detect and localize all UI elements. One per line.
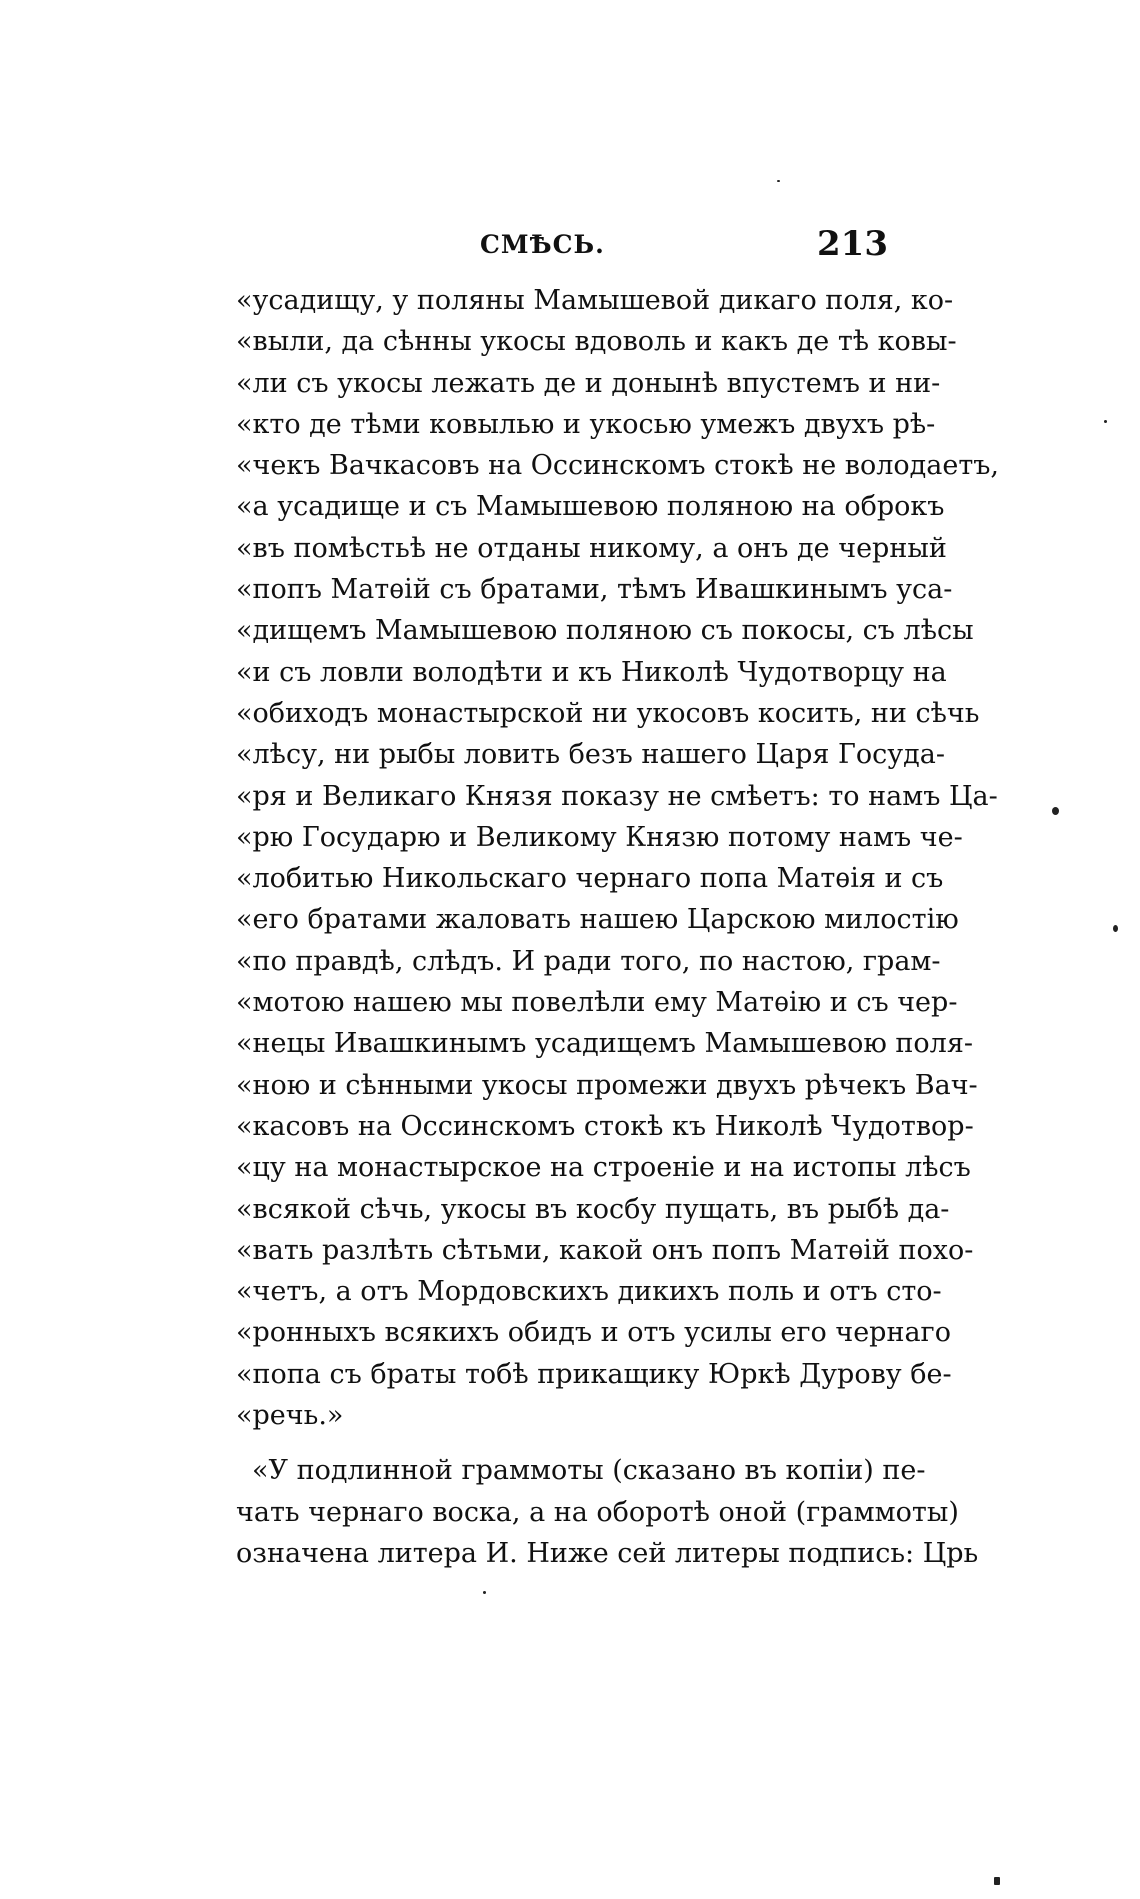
- text-line: «вать разлѣть сѣтьми, какой онъ попъ Матѳій похо-: [236, 1234, 974, 1266]
- text-line: «ронныхъ всякихъ обидъ и отъ усилы его чернаго: [236, 1317, 951, 1349]
- text-line: «въ помѣстьѣ не отданы никому, а онъ де черный: [236, 532, 947, 564]
- paragraph: [236, 1450, 979, 1574]
- scan-speck: [1113, 925, 1118, 932]
- paragraph: [236, 280, 1000, 1436]
- text-line: «касовъ на Оссинскомъ стокѣ къ Николѣ Чудотвор-: [236, 1110, 974, 1142]
- text-line: «четъ, а отъ Мордовскихъ дикихъ поль и отъ сто-: [236, 1276, 942, 1308]
- text-line: «и съ ловли володѣти и къ Николѣ Чудотворцу на: [236, 656, 947, 688]
- text-line: «по правдѣ, слѣдъ. И ради того, по настою, грам-: [236, 945, 941, 977]
- text-line: «дищемъ Мамышевою поляною съ покосы, съ лѣсы: [236, 615, 974, 647]
- text-line: «цу на монастырское на строеніе и на истопы лѣсъ: [236, 1152, 971, 1184]
- text-line: «всякой сѣчь, укосы въ косбу пущать, въ рыбѣ да-: [236, 1193, 950, 1225]
- text-line: «обиходъ монастырской ни укосовъ косить, ни сѣчь: [236, 697, 980, 729]
- text-line: «выли, да сѣнны укосы вдоволь и какъ де тѣ ковы-: [236, 326, 957, 358]
- text-line: «У подлинной граммоты (сказано въ копіи) пе-: [252, 1455, 926, 1487]
- text-line: «ли съ укосы лежать де и донынѣ впустемъ и ни-: [236, 367, 941, 399]
- text-line: «лѣсу, ни рыбы ловить безъ нашего Царя Госуда-: [236, 739, 946, 771]
- scan-speck: [483, 1591, 486, 1594]
- scan-speck: [1052, 807, 1059, 815]
- text-line: «ря и Великаго Князя показу не смѣетъ: то намъ Ца-: [236, 780, 998, 812]
- text-line: «речь.»: [236, 1400, 344, 1432]
- text-line: «его братами жаловать нашею Царскою милостію: [236, 904, 959, 936]
- text-line: «лобитью Никольскаго чернаго попа Матѳія и съ: [236, 863, 944, 895]
- page-number: 213: [817, 224, 888, 264]
- text-line: означена литера И. Ниже сей литеры подпись: Црь: [236, 1537, 979, 1569]
- text-line: «а усадище и съ Мамышевою поляною на оброкъ: [236, 491, 945, 523]
- text-line: «нецы Ивашкинымъ усадищемъ Мамышевою поля-: [236, 1028, 973, 1060]
- section-title: СМѢСЬ.: [480, 230, 605, 259]
- scan-speck: [994, 1877, 1000, 1885]
- scan-speck: [1104, 420, 1107, 423]
- text-line: «попа съ браты тобѣ прикащику Юркѣ Дурову бе-: [236, 1358, 952, 1390]
- body-text: [236, 280, 1000, 1574]
- text-line: «ною и сѣнными укосы промежи двухъ рѣчекъ Вач-: [236, 1069, 978, 1101]
- text-line: чать чернаго воска, а на оборотѣ оной (граммоты): [236, 1496, 959, 1528]
- text-line: «усадищу, у поляны Мамышевой дикаго поля, ко-: [236, 285, 954, 316]
- paragraph-gap: [236, 1436, 888, 1450]
- text-line: «рю Государю и Великому Князю потому намъ че-: [236, 821, 963, 853]
- text-line: «попъ Матѳій съ братами, тѣмъ Ивашкинымъ уса-: [236, 574, 953, 606]
- running-head: [240, 224, 888, 274]
- text-line: «чекъ Вачкасовъ на Оссинскомъ стокѣ не володаетъ,: [236, 450, 1000, 482]
- text-line: «мотою нашею мы повелѣли ему Матѳію и съ чер-: [236, 987, 958, 1019]
- scan-speck: [777, 180, 780, 182]
- text-line: «кто де тѣми ковылью и укосью умежъ двухъ рѣ-: [236, 408, 936, 440]
